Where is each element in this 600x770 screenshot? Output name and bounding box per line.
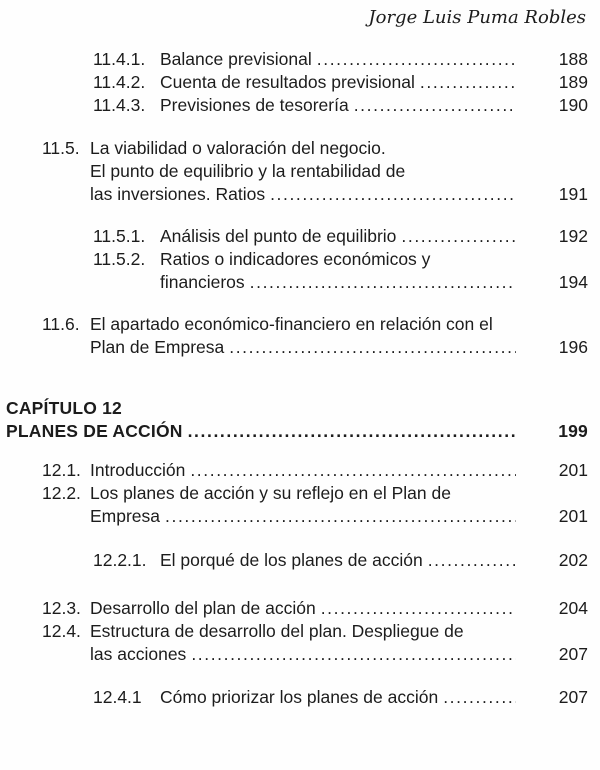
page-number: 192: [558, 226, 588, 246]
dot-leader: [420, 71, 516, 94]
dot-leader: [270, 183, 516, 206]
toc-line: [6, 597, 588, 620]
entry-title-line: financieros: [160, 272, 245, 292]
toc-line: [6, 271, 588, 294]
entry-title-line: Empresa: [90, 506, 161, 526]
entry-title-line: Estructura de desarrollo del plan. Despliegue de: [90, 621, 464, 641]
page-number: 202: [558, 550, 588, 570]
toc-line: [6, 71, 588, 94]
page-number: 199: [558, 421, 588, 441]
toc-line: [6, 225, 588, 248]
entry-title-line: Cuenta de resultados previsional: [160, 72, 415, 92]
toc-entry: [6, 313, 588, 359]
entry-title-line: Introducción: [90, 460, 186, 480]
dot-leader: [443, 686, 516, 709]
entry-number: 11.4.3.: [93, 95, 146, 115]
toc-gap: [6, 666, 588, 686]
toc-line: [6, 686, 588, 709]
entry-title-line: las inversiones. Ratios: [90, 184, 266, 204]
table-of-contents: [6, 30, 588, 709]
toc-entry: [6, 71, 588, 94]
page-number: 194: [558, 272, 588, 292]
toc-line: [6, 160, 588, 183]
page-number: 207: [558, 644, 588, 664]
toc-entry: [6, 549, 588, 572]
toc-entry: [6, 137, 588, 206]
toc-line: [6, 48, 588, 71]
page-number: 190: [558, 95, 588, 115]
toc-entry: [6, 248, 588, 294]
dot-leader: [321, 597, 516, 620]
toc-gap: [6, 359, 588, 397]
entry-number: 12.2.: [42, 483, 81, 503]
entry-title-line: El porqué de los planes de acción: [160, 550, 423, 570]
entry-number: 12.3.: [42, 598, 81, 618]
page-number: 189: [558, 72, 588, 92]
dot-leader: [188, 420, 516, 443]
toc-line: [6, 459, 588, 482]
entry-number: 11.5.: [42, 138, 80, 158]
entry-number: 12.1.: [42, 460, 81, 480]
page-number: 204: [558, 598, 588, 618]
toc-line: [6, 313, 588, 336]
entry-title-line: Previsiones de tesorería: [160, 95, 349, 115]
entry-title-line: Desarrollo del plan de acción: [90, 598, 316, 618]
entry-title-line: Plan de Empresa: [90, 337, 225, 357]
toc-line: [6, 94, 588, 117]
entry-title-line: Ratios o indicadores económicos y: [160, 249, 431, 269]
entry-title-line: CAPÍTULO 12: [6, 398, 122, 418]
toc-line: [6, 420, 588, 443]
dot-leader: [165, 505, 516, 528]
page-number: 201: [558, 460, 588, 480]
entry-title-line: Cómo priorizar los planes de acción: [160, 687, 439, 707]
page-header: [6, 6, 588, 30]
entry-title-line: La viabilidad o valoración del negocio.: [90, 138, 386, 158]
entry-number: 11.5.2.: [93, 249, 146, 269]
entry-title-line: Análisis del punto de equilibrio: [160, 226, 397, 246]
entry-number: 11.5.1.: [93, 226, 146, 246]
entry-number: 12.4.1: [93, 687, 142, 707]
author-name: Jorge Luis Puma Robles: [368, 7, 586, 28]
entry-number: 11.6.: [42, 314, 80, 334]
dot-leader: [250, 271, 516, 294]
toc-entry: [6, 482, 588, 528]
toc-gap: [6, 294, 588, 313]
dot-leader: [229, 336, 516, 359]
page-number: 188: [558, 49, 588, 69]
toc-gap: [6, 443, 588, 459]
toc-line: [6, 549, 588, 572]
dot-leader: [191, 643, 516, 666]
toc-gap: [6, 206, 588, 225]
toc-entry: [6, 620, 588, 666]
toc-entry: [6, 225, 588, 248]
toc-gap: [6, 572, 588, 597]
entry-number: 12.4.: [42, 621, 81, 641]
toc-line: [6, 183, 588, 206]
toc-line: [6, 336, 588, 359]
entry-title-line: El punto de equilibrio y la rentabilidad de: [90, 161, 406, 181]
toc-gap: [6, 528, 588, 549]
entry-title-line: las acciones: [90, 644, 187, 664]
dot-leader: [428, 549, 516, 572]
dot-leader: [190, 459, 516, 482]
entry-number: 12.2.1.: [93, 550, 147, 570]
entry-title-line: Balance previsional: [160, 49, 312, 69]
toc-line: [6, 248, 588, 271]
toc-line: [6, 482, 588, 505]
toc-entry: [6, 48, 588, 71]
entry-title-line: El apartado económico-financiero en relación con el: [90, 314, 493, 334]
entry-title-line: PLANES DE ACCIÓN: [6, 421, 183, 441]
toc-chapter-entry: [6, 397, 588, 443]
page-number: 191: [558, 184, 588, 204]
toc-line: [6, 397, 588, 420]
page-number: 196: [558, 337, 588, 357]
entry-number: 11.4.2.: [93, 72, 146, 92]
entry-number: 11.4.1.: [93, 49, 146, 69]
page-number: 207: [558, 687, 588, 707]
toc-entry: [6, 94, 588, 117]
toc-line: [6, 505, 588, 528]
dot-leader: [354, 94, 516, 117]
dot-leader: [317, 48, 516, 71]
page-number: 201: [558, 506, 588, 526]
toc-line: [6, 620, 588, 643]
toc-entry: [6, 597, 588, 620]
toc-line: [6, 643, 588, 666]
toc-entry: [6, 459, 588, 482]
toc-gap: [6, 117, 588, 137]
dot-leader: [401, 225, 516, 248]
toc-entry: [6, 686, 588, 709]
entry-title-line: Los planes de acción y su reflejo en el Plan de: [90, 483, 451, 503]
toc-line: [6, 137, 588, 160]
